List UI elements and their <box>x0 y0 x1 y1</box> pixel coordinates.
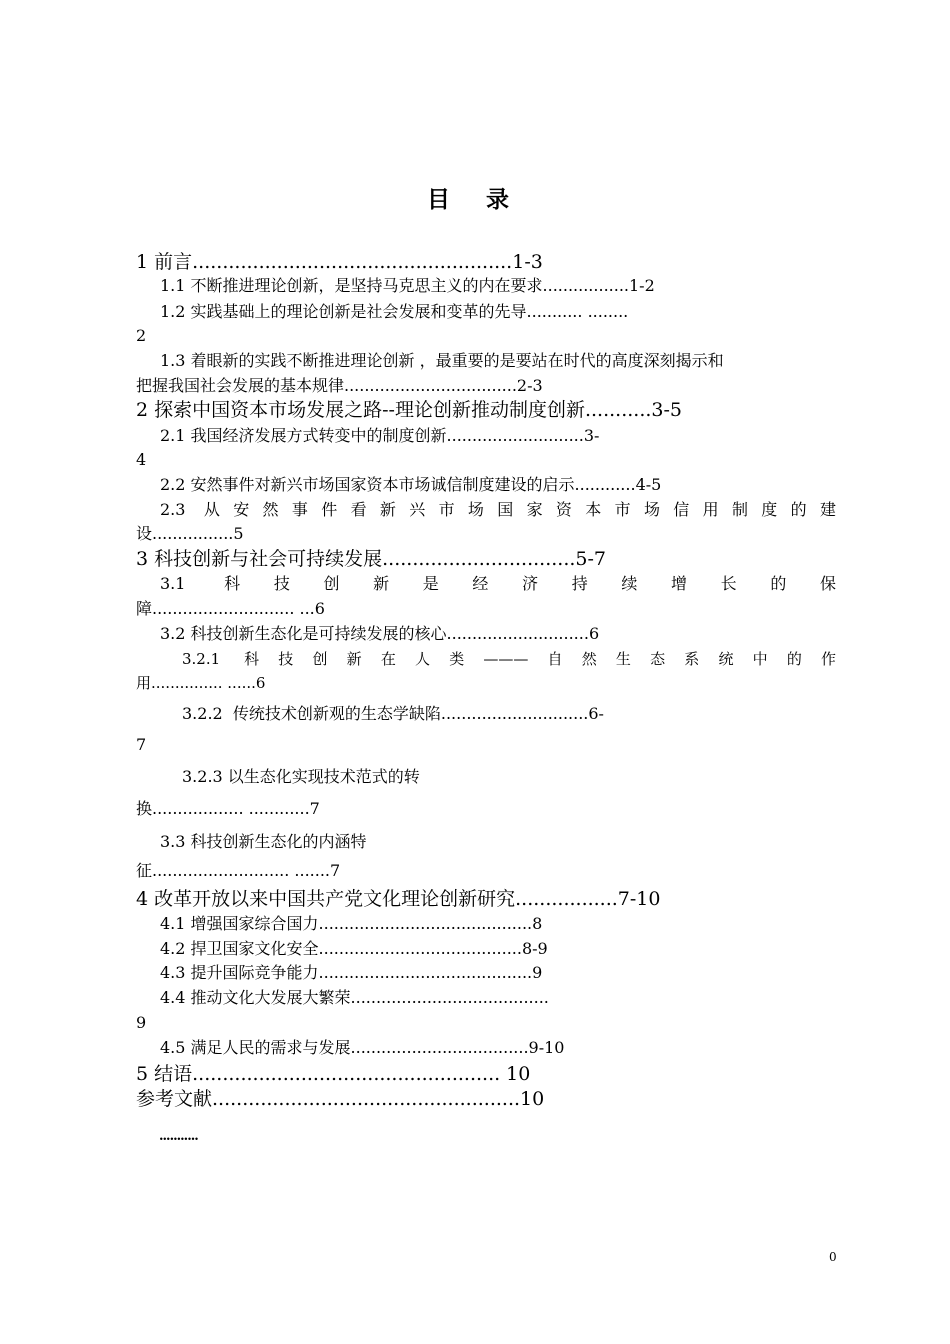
toc-entry-4-3[interactable]: 4.3 提升国际竞争能力..........................................9 <box>160 963 543 982</box>
toc-entry-references[interactable]: 参考文献...................................................10 <box>136 1088 545 1110</box>
toc-entry-3-1[interactable]: 3.1 科技创新是经济持续增长的保 <box>160 574 836 593</box>
toc-entry-1-3[interactable]: 1.3 着眼新的实践不断推进理论创新 ，最重要的是要站在时代的高度深刻揭示和 <box>160 351 724 370</box>
toc-entry-2-3-cont[interactable]: 设................5 <box>136 524 244 543</box>
toc-entry-2-1[interactable]: 2.1 我国经济发展方式转变中的制度创新...........................3- <box>160 426 600 445</box>
page-number: 0 <box>829 1250 837 1264</box>
toc-entry-3-2-2[interactable]: 3.2.2 传统技术创新观的生态学缺陷.............................6- <box>182 704 604 723</box>
toc-entry-2-1-page[interactable]: 4 <box>136 450 147 469</box>
toc-entry-4-4[interactable]: 4.4 推动文化大发展大繁荣....................................... <box>160 988 549 1007</box>
toc-entry-1-1[interactable]: 1.1 不断推进理论创新，是坚持马克思主义的内在要求.................1-2 <box>160 276 655 295</box>
toc-entry-3-2[interactable]: 3.2 科技创新生态化是可持续发展的核心............................6 <box>160 624 600 643</box>
toc-entry-1[interactable]: 1 前言.....................................................1-3 <box>136 251 543 273</box>
toc-entry-1-3-cont[interactable]: 把握我国社会发展的基本规律..................................2-3 <box>136 376 543 395</box>
toc-entry-3-2-3[interactable]: 3.2.3 以生态化实现技术范式的转 <box>182 767 420 786</box>
toc-entry-4[interactable]: 4 改革开放以来中国共产党文化理论创新研究.................7-10 <box>136 888 661 910</box>
toc-entry-3-2-1[interactable]: 3.2.1 科技创新在人类———自然生态系统中的作 <box>182 650 836 668</box>
toc-entry-2-3[interactable]: 2.3 从安然事件看新兴市场国家资本市场信用制度的建 <box>160 500 836 519</box>
toc-entry-3-1-cont[interactable]: 障............................ ...6 <box>136 599 325 618</box>
toc-entry-1-2[interactable]: 1.2 实践基础上的理论创新是社会发展和变革的先导........... ........ <box>160 302 629 321</box>
toc-entry-2[interactable]: 2 探索中国资本市场发展之路--理论创新推动制度创新...........3-5 <box>136 399 683 421</box>
toc-entry-4-4-page[interactable]: 9 <box>136 1013 147 1032</box>
toc-entry-4-2[interactable]: 4.2 捍卫国家文化安全........................................8-9 <box>160 939 548 958</box>
toc-entry-3-3-cont[interactable]: 征........................... .......7 <box>136 861 341 880</box>
toc-title: 目 录 <box>426 187 523 213</box>
toc-entry-5[interactable]: 5 结语................................................... 10 <box>136 1063 531 1085</box>
toc-entry-2-2[interactable]: 2.2 安然事件对新兴市场国家资本市场诚信制度建设的启示............4-5 <box>160 475 662 494</box>
toc-entry-4-1[interactable]: 4.1 增强国家综合国力..........................................8 <box>160 914 543 933</box>
toc-entry-3-3[interactable]: 3.3 科技创新生态化的内涵特 <box>160 832 367 851</box>
toc-entry-3-2-2-page[interactable]: 7 <box>136 735 147 754</box>
trailing-dots: ........... <box>159 1129 198 1144</box>
toc-entry-1-2-page[interactable]: 2 <box>136 326 147 345</box>
toc-entry-3-2-1-cont[interactable]: 用............... ......6 <box>136 674 266 692</box>
toc-entry-3[interactable]: 3 科技创新与社会可持续发展................................5-7 <box>136 548 606 570</box>
toc-entry-4-5[interactable]: 4.5 满足人民的需求与发展...................................9-10 <box>160 1038 565 1057</box>
toc-entry-3-2-3-cont[interactable]: 换.................. ............7 <box>136 799 320 818</box>
